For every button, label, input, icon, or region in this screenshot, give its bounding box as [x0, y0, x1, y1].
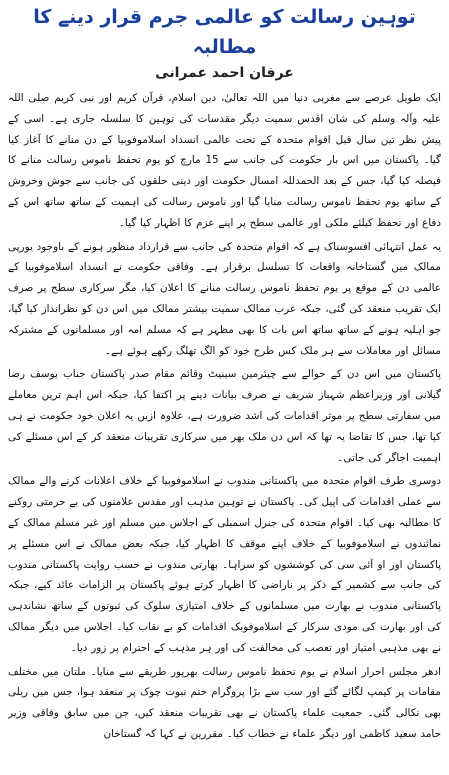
article-paragraph-3: پاکستان میں اس دن کے حوالے سے چیئرمین سینیٹ وقائم مقام صدر پاکستان جناب یوسف رضا گیلانی اور وزیراعظم شہباز شریف نے صرف بیانات دینے پر اکتفا کیا، جبکہ اس اہم ترین معاملے میں سفارتی سطح پر موثر اقدامات کی اشد ضرورت ہے، علاوہ ازیں یہ اعلان خود حکومت نے ہی کیا تھا، جس کا تقاضا یہ تھا کہ اس دن ملک بھر میں سرکاری تقریبات منعقد کر کے اس مسئلے کی اہمیت اجاگر کی جاتی۔ — [8, 368, 441, 464]
article-body — [8, 88, 441, 745]
article-paragraph-1: ایک طویل عرصے سے مغربی دنیا میں اللہ تعالیٰ، دین اسلام، قرآن کریم اور نبی کریم صلی اللہ علیہ وآلہ وسلم کی شان اقدس سمیت دیگر مقدسات کی توہین کا سلسلہ جاری ہے۔ اسی کے پیش نظر تین سال قبل اقوام متحدہ کے تحت عالمی انسداد اسلاموفوبیا کے دن منانے کا آغاز کیا گیا۔ پاکستان میں اس بار حکومت کی جانب سے 15 مارچ کو یوم تحفظ ناموس رسالت منانے کا فیصلہ کیا گیا، جس کے بعد الحمدللہ امسال حکومت اور دینی حلقوں کی جانب سے جوش وخروش کے ساتھ یوم تحفظ ناموس رسالت منایا گیا اور ناموس رسالت کی اہمیت کے ساتھ ساتھ اس کے دفاع اور تحفظ کیلئے ملکی اور عالمی سطح پر اپنے عزم کا اظہار کیا گیا۔ — [8, 92, 441, 229]
article-headline: توہین رسالت کو عالمی جرم قرار دینے کا مطالبہ — [33, 6, 416, 58]
article-paragraph-4: دوسری طرف اقوام متحدہ میں پاکستانی مندوب نے اسلاموفوبیا کے خلاف اعلانات کرنے والے ممالک سے عملی اقدامات کی اپیل کی۔ پاکستان نے توہین مذہب اور مقدس علامتوں کی بے حرمتی روکنے کا مطالبہ بھی کیا۔ اقوام متحدہ کی جنرل اسمبلی کے اجلاس میں مسلم اور غیر مسلم ممالک کے نمائندوں نے اسلاموفوبیا کے خلاف اپنے موقف کا اظہار کیا، جبکہ بعض ممالک نے اس مسئلے پر پاکستان اور او آئی سی کی کوششوں کو سراہا۔ بھارتی مندوب نے حسب روایت پاکستانی مندوب کی جانب سے کشمیر کے ذکر پر ناراضی کا اظہار کرتے ہوئے پاکستان پر الزامات عائد کیے، جبکہ پاکستانی مندوب نے بھارت میں مسلمانوں کے خلاف امتیازی سلوک کی ثبوتوں کے ساتھ نشاندہی کی اور بھارت کی مودی سرکار کے اسلاموفوبک اقدامات کو بے نقاب کیا۔ اجلاس میں دیگر ممالک نے بھی مذہبی امتیاز اور تعصب کی مخالفت کی اور ہر مذہب کے احترام پر زور دیا۔ — [8, 475, 441, 654]
article-paragraph-2: یہ عمل انتہائی افسوسناک ہے کہ اقوام متحدہ کی جانب سے قرارداد منظور ہونے کے باوجود یورپی ممالک میں گستاخانہ واقعات کا تسلسل برقرار ہے۔ وفاقی حکومت نے انسداد اسلاموفوبیا کے عالمی دن کے موقع پر یوم تحفظ ناموس رسالت منانے کا اعلان کیا، مگر سرکاری سطح پر صرف ایک تقریب منعقد کی گئی، جبکہ عرب ممالک سمیت بیشتر ممالک میں اس دن کو نظرانداز کیا گیا، جو اہلیہ ہونے کے ساتھ ساتھ اس بات کا بھی مظہر ہے کہ مسلم امہ اور مسلمانوں کے مشترکہ مسائل اور معاملات سے ہر ملک کس طرح خود کو الگ تھلگ رکھے ہوئے ہے۔ — [8, 240, 441, 357]
article-paragraph-5: ادھر مجلس احرار اسلام نے یوم تحفظ ناموس رسالت بھرپور طریقے سے منایا۔ ملتان میں مختلف مقامات پر کیمپ لگائے گئے اور سب سے بڑا پروگرام ختم نبوت چوک پر منعقد ہوا، جس میں ریلی بھی نکالی گئی۔ جمعیت علماء پاکستان نے بھی تقریبات منعقد کیں، جن میں سابق وفاقی وزیر حامد سعید کاظمی اور دیگر علماء نے خطاب کیا۔ مقررین نے کہا کہ گستاخان — [8, 665, 441, 740]
article-author: عرفان احمد عمرانی — [155, 65, 294, 81]
article — [8, 2, 441, 773]
